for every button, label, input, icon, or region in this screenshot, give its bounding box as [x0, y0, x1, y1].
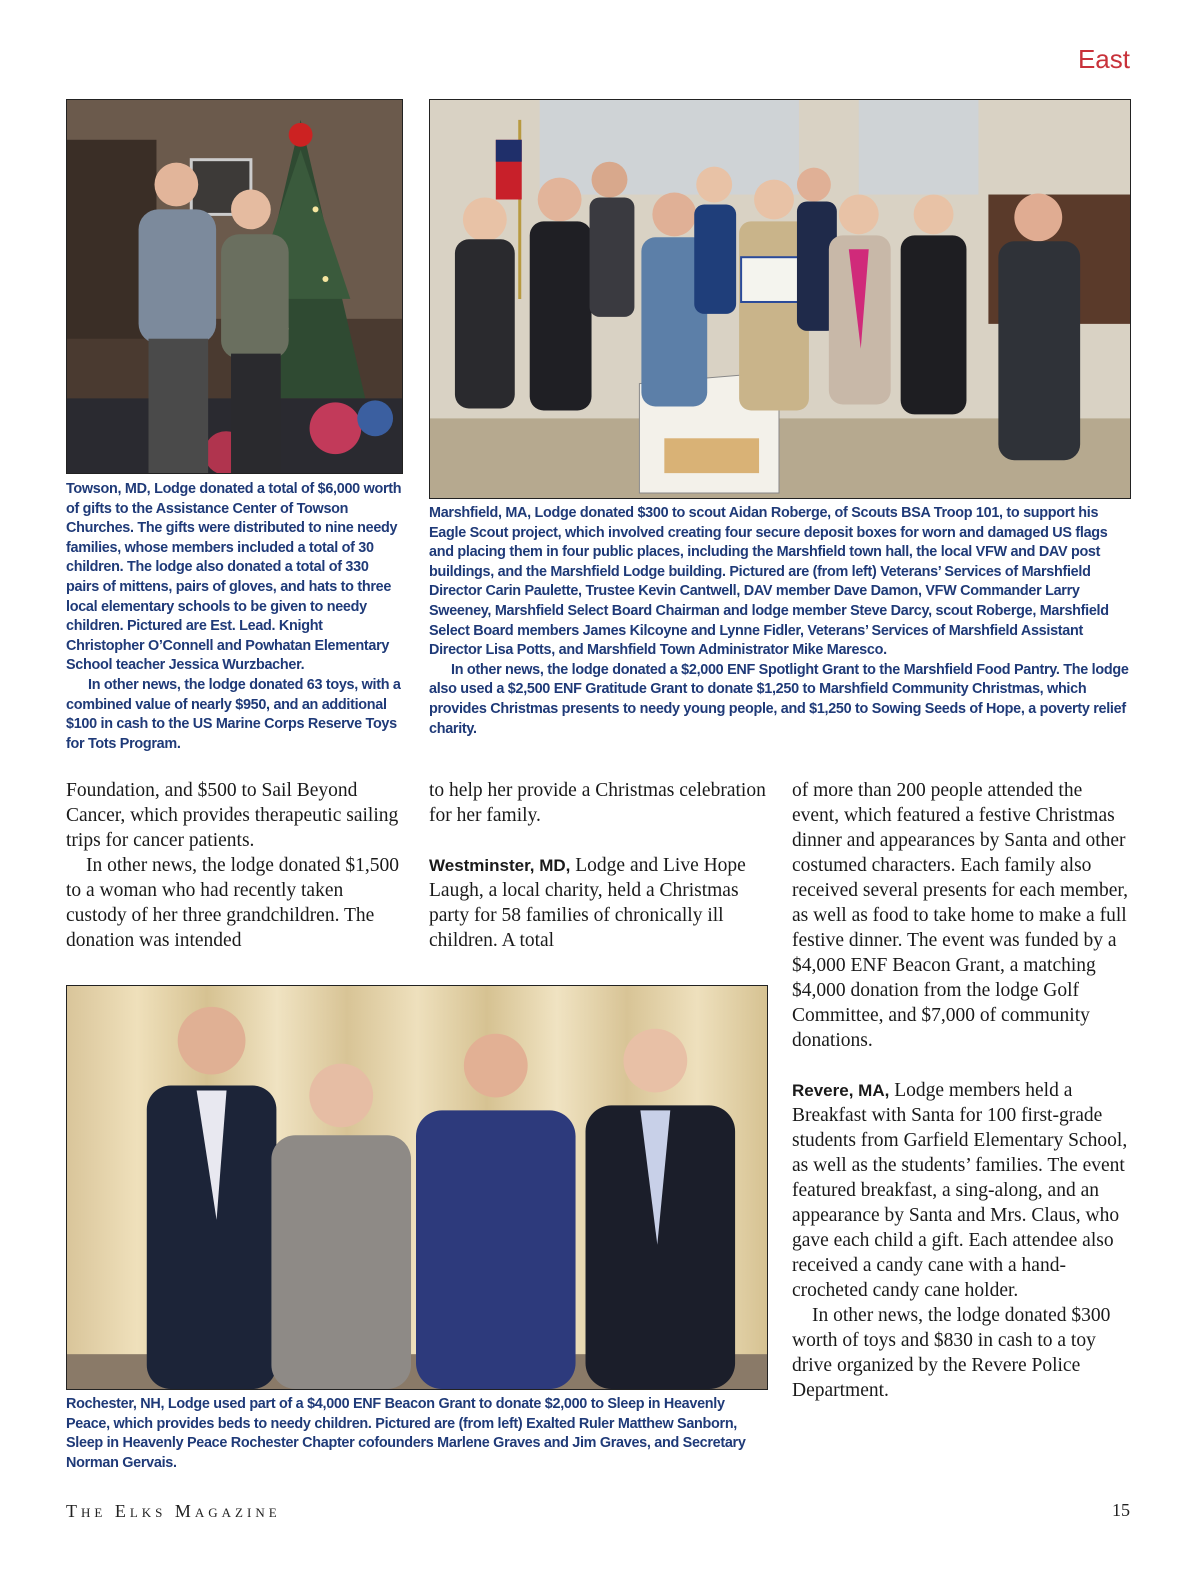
rochester-caption	[66, 1395, 768, 1473]
marshfield-photo-image	[430, 100, 1130, 498]
rochester-photo	[66, 985, 768, 1390]
col3-paragraph-2	[792, 1078, 1131, 1303]
towson-photo-image	[67, 100, 402, 473]
marshfield-caption-paragraph	[429, 504, 1131, 661]
marshfield-caption-text: Lodge donated $300 to scout Aidan Roberge, of Scouts BSA Troop 101, to support his Eagle Scout project, which involved creating four secure deposit boxes for worn and damaged US flags and placing them in four public places, including the Marshfield town hall, the local VFW and DAV post buildings, and the Marshfield Lodge building. Pictured are (from left) Veterans’ Services of Marshfield Director Carin Paulette, Trustee Kevin Cantwell, DAV member Dave Damon, VFW Commander Larry Sweeney, Marshfield Select Board Chairman and lodge member Steve Darcy, scout Roberge, Marshfield Select Board members James Kilcoyne and Lynne Fidler, Veterans’ Services of Marshfield Assistant Director Lisa Potts, and Marshfield Town Administrator Mike Maresco.	[429, 505, 1109, 659]
col3-paragraph-1: of more than 200 people attended the event, which featured a festive Christmas dinner and appearances by Santa and other costumed characters. Each family also received several presents for each member, as well as food to take home to make a full festive dinner. The event was funded by a $4,000 ENF Beacon Grant, a matching $4,000 donation from the lodge Golf Committee, and $7,000 of community donations.	[792, 780, 1128, 1051]
rochester-caption-text: Lodge used part of a $4,000 ENF Beacon Grant to donate $2,000 to Sleep in Heavenly Peace, which provides beds to needy children. Pictured are (from left) Exalted Ruler Matthew Sanborn, Sleep in Heavenly Peace Rochester Chapter cofounders Marlene Graves and Jim Graves, and Secretary Norman Gervais.	[66, 1396, 746, 1471]
towson-caption	[66, 480, 403, 754]
page-number: 15	[1112, 1500, 1130, 1520]
towson-photo	[66, 99, 403, 474]
article-column-1	[66, 778, 403, 953]
rochester-photo-image	[67, 986, 767, 1389]
revere-place: Revere, MA,	[792, 1081, 890, 1100]
towson-caption-paragraph	[66, 480, 403, 676]
marshfield-caption-place: Marshfield, MA,	[429, 505, 531, 521]
marshfield-photo	[429, 99, 1131, 499]
rochester-caption-paragraph	[66, 1395, 768, 1473]
article-column-3	[792, 778, 1131, 1403]
col3-paragraph-3: In other news, the lodge donated $300 worth of toys and $830 in cash to a toy drive organized by the Revere Police Department.	[792, 1305, 1111, 1401]
rochester-caption-place: Rochester, NH,	[66, 1396, 165, 1412]
marshfield-caption	[429, 504, 1131, 739]
section-label: East	[1077, 44, 1130, 74]
col2-paragraph-1: to help her provide a Christmas celebration for her family.	[429, 780, 766, 826]
revere-text: Lodge members held a Breakfast with Santa for 100 first-grade students from Garfield Elementary School, as well as the students’ families. The event featured breakfast, a sing-along, and an appearance by Santa and Mrs. Claus, who gave each child a gift. Each attendee also received a candy cane with a hand-crocheted candy cane holder.	[792, 1080, 1128, 1301]
article-column-2	[429, 778, 769, 953]
marshfield-caption-text2: In other news, the lodge donated a $2,000 ENF Spotlight Grant to the Marshfield Food Pantry. The lodge also used a $2,500 ENF Gratitude Grant to donate $1,250 to Marshfield Community Christmas, which provides Christmas presents to needy young people, and $1,250 to Sowing Seeds of Hope, a poverty relief charity.	[429, 661, 1129, 737]
westminster-place: Westminster, MD,	[429, 856, 571, 875]
towson-caption-text2: In other news, the lodge donated 63 toys, with a combined value of nearly $950, and an additional $100 in cash to the US Marine Corps Reserve Toys for Tots Program.	[66, 676, 401, 752]
magazine-title: The Elks Magazine	[66, 1501, 281, 1521]
col1-paragraph-1: Foundation, and $500 to Sail Beyond Cancer, which provides therapeutic sailing trips for cancer patients.	[66, 780, 399, 851]
col2-paragraph-2	[429, 853, 769, 953]
col1-paragraph-2: In other news, the lodge donated $1,500 to a woman who had recently taken custody of her three grandchildren. The donation was intended	[66, 855, 400, 951]
towson-caption-place: Towson, MD,	[66, 481, 151, 497]
westminster-text: Lodge and Live Hope Laugh, a local charity, held a Christmas party for 58 families of chronically ill children. A total	[429, 855, 746, 951]
towson-caption-text: Lodge donated a total of $6,000 worth of gifts to the Assistance Center of Towson Churches. The gifts were distributed to nine needy families, whose members included a total of 30 children. The lodge also donated a total of 330 pairs of mittens, pairs of gloves, and hats to three local elementary schools to be given to needy children. Pictured are Est. Lead. Knight Christopher O’Connell and Powhatan Elementary School teacher Jessica Wurzbacher.	[66, 481, 402, 674]
